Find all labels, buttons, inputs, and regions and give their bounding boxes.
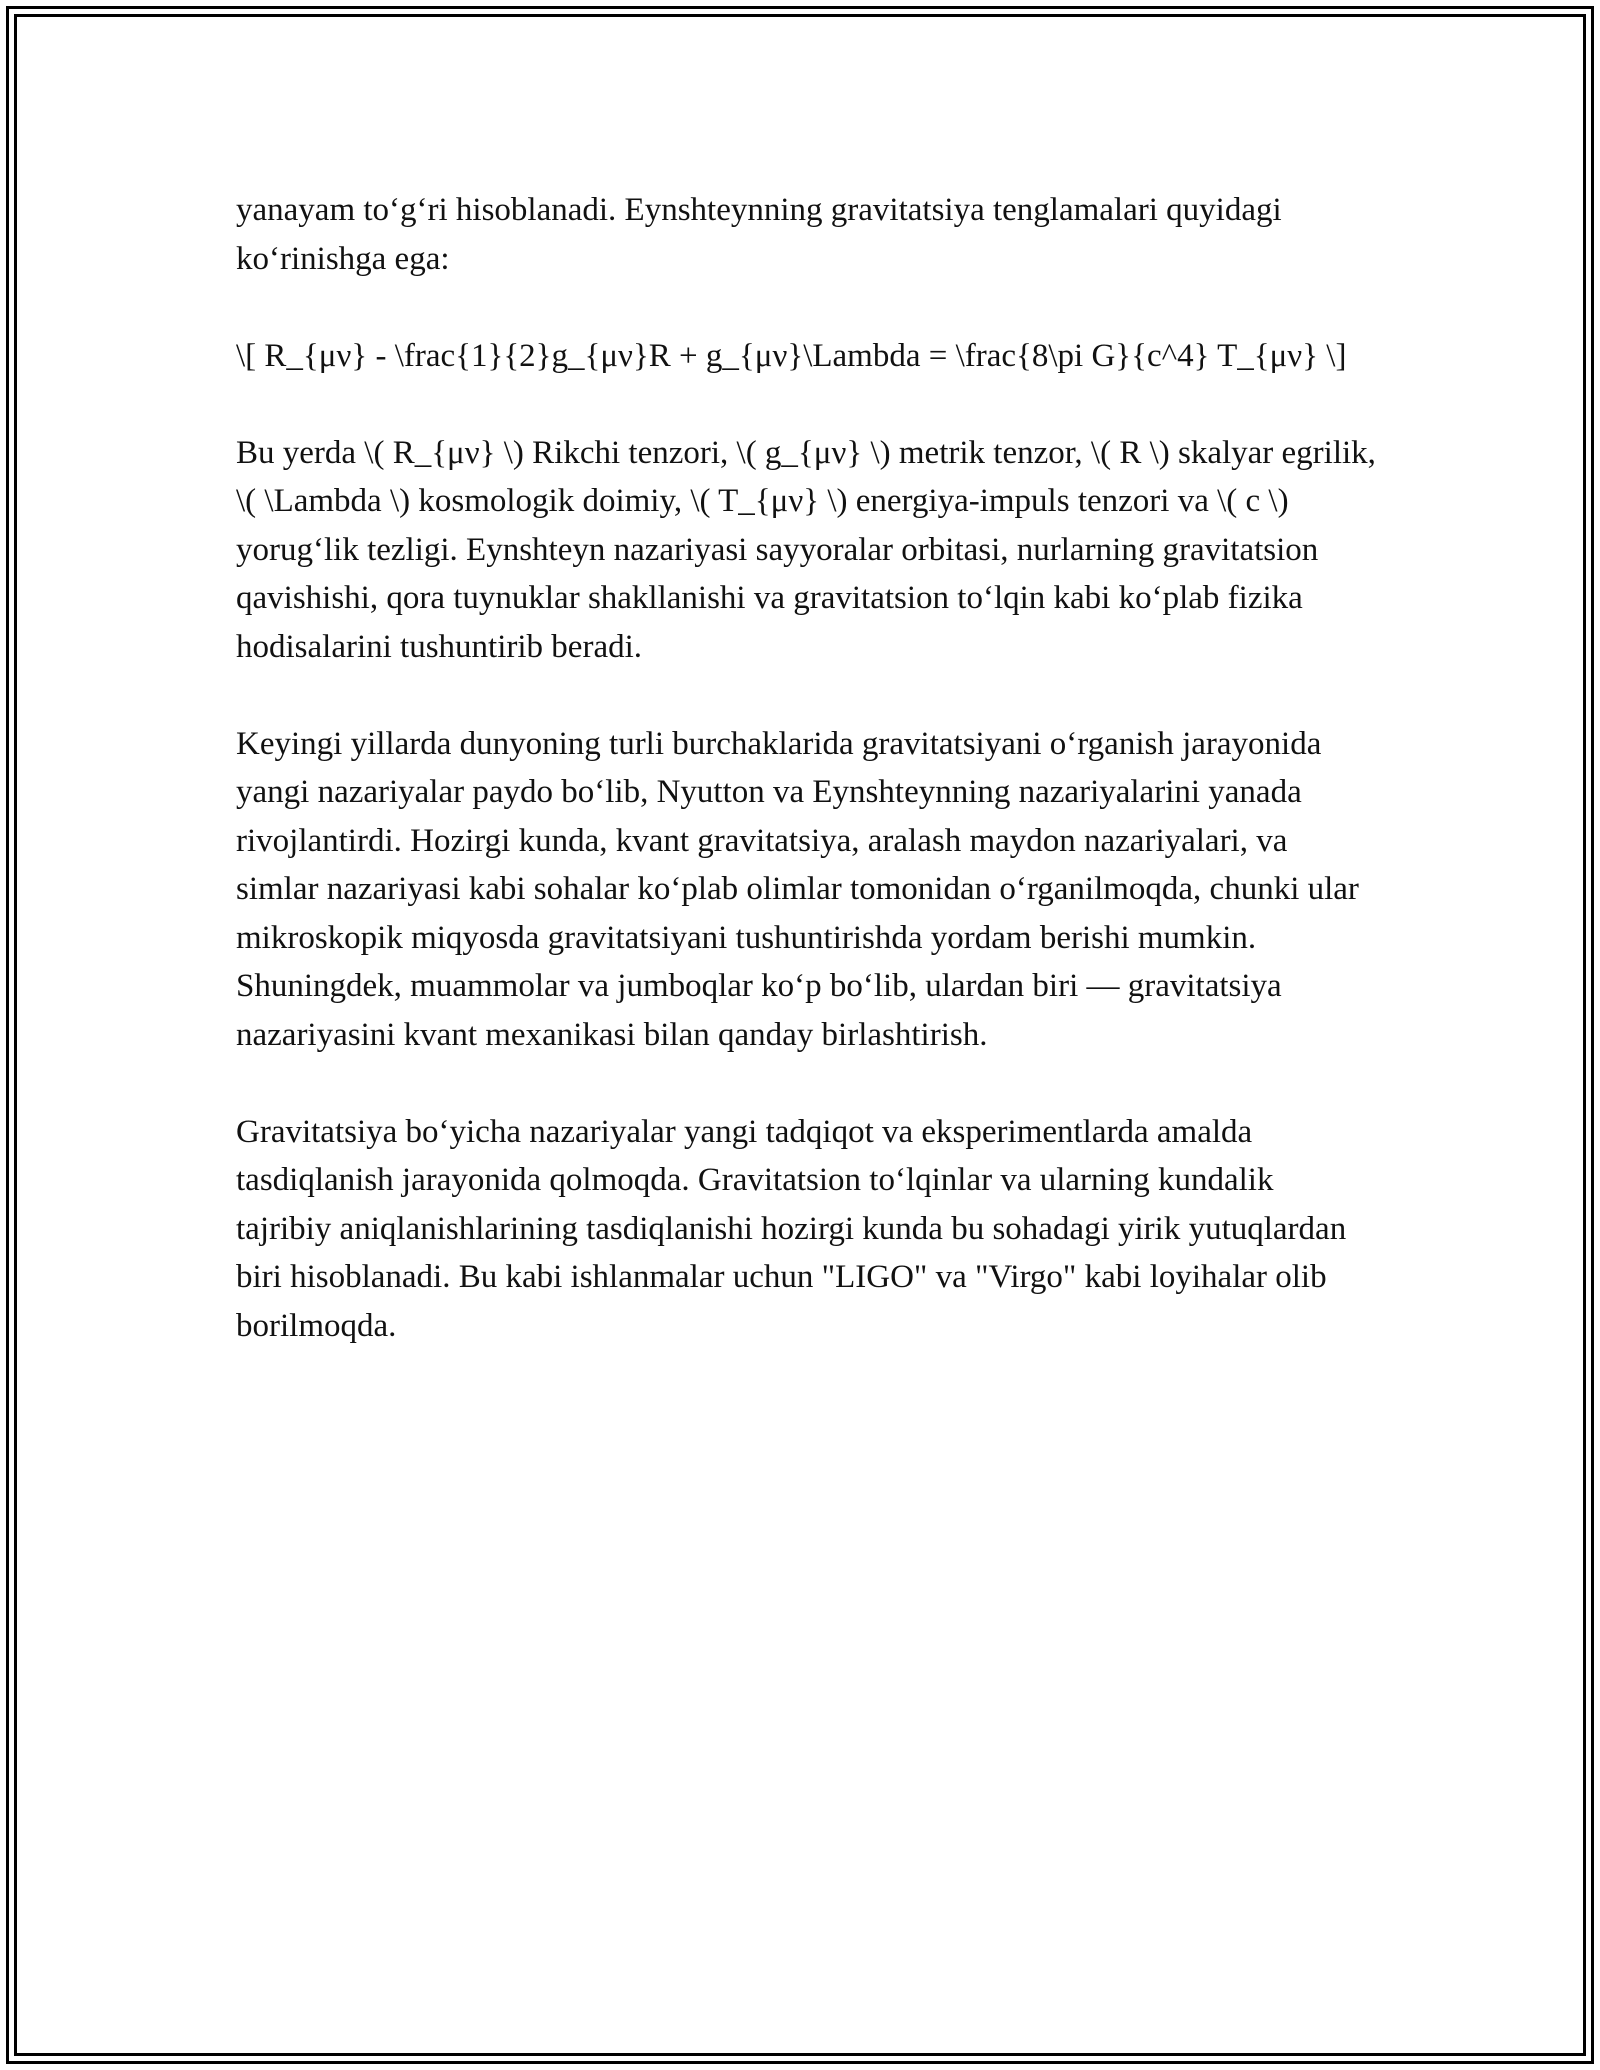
paragraph-intro: yanayam to‘g‘ri hisoblanadi. Eynshteynning gravitatsiya tenglamalari quyidagi ko‘rinishga ega: xyxy=(236,192,1282,277)
document-body xyxy=(236,186,1376,1350)
paragraph-symbols: Bu yerda \( R_{μν} \) Rikchi tenzori, \( g_{μν} \) metrik tenzor, \( R \) skalyar egrilik, \( \Lambda \) kosmologik doimiy, \( T_{μν} \) energiya-impuls tenzori va \( c \) yorug‘lik tezligi. Eynshteyn nazariyasi sayyoralar orbitasi, nurlarning gravitatsion qavishishi, qora tuynuklar shakllanishi va gravitatsion to‘lqin kabi ko‘plab fizika hodisalarini tushuntirib beradi. xyxy=(236,434,1376,665)
paragraph-experiments: Gravitatsiya bo‘yicha nazariyalar yangi tadqiqot va eksperimentlarda amalda tasdiqlanish jarayonida qolmoqda. Gravitatsion to‘lqinlar va ularning kundalik tajribiy aniqlanishlarining tasdiqlanishi hozirgi kunda bu sohadagi yirik yutuqlardan biri hisoblanadi. Bu kabi ishlanmalar uchun "LIGO" va "Virgo" kabi loyihalar olib borilmoqda. xyxy=(236,1113,1347,1344)
equation-einstein-field: \[ R_{μν} - \frac{1}{2}g_{μν}R + g_{μν}\Lambda = \frac{8\pi G}{c^4} T_{μν} \] xyxy=(236,337,1347,374)
paragraph-modern-theories: Keyingi yillarda dunyoning turli burchaklarida gravitatsiyani o‘rganish jarayonida yangi nazariyalar paydo bo‘lib, Nyutton va Eynshteynning nazariyalarini yanada rivojlantirdi. Hozirgi kunda, kvant gravitatsiya, aralash maydon nazariyalari, va simlar nazariyasi kabi sohalar ko‘plab olimlar tomonidan o‘rganilmoqda, chunki ular mikroskopik miqyosda gravitatsiyani tushuntirishda yordam berishi mumkin. Shuningdek, muammolar va jumboqlar ko‘p bo‘lib, ulardan biri — gravitatsiya nazariyasini kvant mexanikasi bilan qanday birlashtirish. xyxy=(236,725,1359,1053)
